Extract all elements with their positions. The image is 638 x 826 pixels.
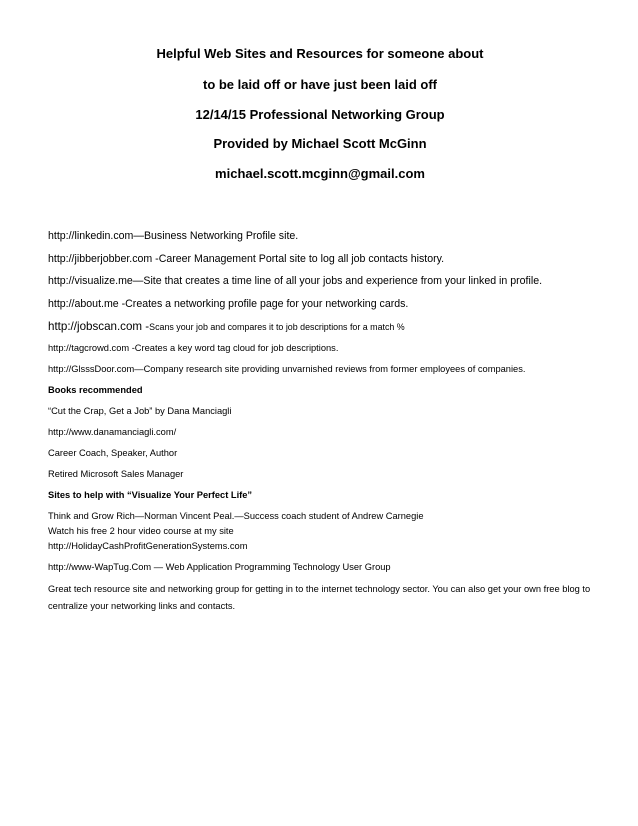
title-line-2: to be laid off or have just been laid off	[202, 77, 438, 92]
event-line: 12/14/15 Professional Networking Group	[195, 107, 445, 122]
jobscan-url: http://jobscan.com -	[48, 320, 150, 333]
site-great-tech-paragraph: Great tech resource site and networking group for getting in to the internet technology sector. You can also get your own free blog to centralize your networking links and contacts.	[48, 584, 591, 611]
title-line-1: Helpful Web Sites and Resources for someone about	[156, 46, 484, 61]
link-jibberjobber: http://jibberjobber.com -Career Management Portal site to log all job contacts history.	[48, 253, 445, 265]
link-jobscan	[48, 320, 598, 334]
document-header	[40, 46, 600, 182]
book-title: “Cut the Crap, Get a Job” by Dana Manciagli	[48, 406, 232, 416]
site-waptug: http://www-WapTug.Com — Web Application Programming Technology User Group	[48, 562, 391, 572]
link-linkedin: http://linkedin.com—Business Networking Profile site.	[48, 230, 299, 242]
link-visualize: http://visualize.me—Site that creates a time line of all your jobs and experience from your linked in profile.	[48, 275, 543, 287]
site-think-grow-rich: Think and Grow Rich—Norman Vincent Peal.—Success coach student of Andrew Carnegie	[48, 511, 424, 521]
sites-heading: Sites to help with “Visualize Your Perfect Life”	[48, 490, 253, 500]
site-watch-course: Watch his free 2 hour video course at my site	[48, 526, 234, 536]
books-heading: Books recommended	[48, 385, 143, 395]
jobscan-description: Scans your job and compares it to job descriptions for a match %	[149, 322, 405, 332]
link-aboutme: http://about.me -Creates a networking profile page for your networking cards.	[48, 298, 409, 310]
author-email: michael.scott.mcginn@gmail.com	[215, 166, 425, 181]
book-author-url: http://www.danamanciagli.com/	[48, 427, 177, 437]
document-body	[48, 230, 598, 615]
link-glassdoor: http://GlsssDoor.com—Company research site providing unvarnished reviews from former employees of companies.	[48, 364, 526, 374]
author-line: Provided by Michael Scott McGinn	[213, 136, 427, 151]
link-tagcrowd: http://tagcrowd.com -Creates a key word tag cloud for job descriptions.	[48, 343, 339, 353]
book-author-role: Career Coach, Speaker, Author	[48, 448, 178, 458]
book-author-retired: Retired Microsoft Sales Manager	[48, 469, 184, 479]
site-holiday-cash: http://HolidayCashProfitGenerationSystems.com	[48, 541, 248, 551]
